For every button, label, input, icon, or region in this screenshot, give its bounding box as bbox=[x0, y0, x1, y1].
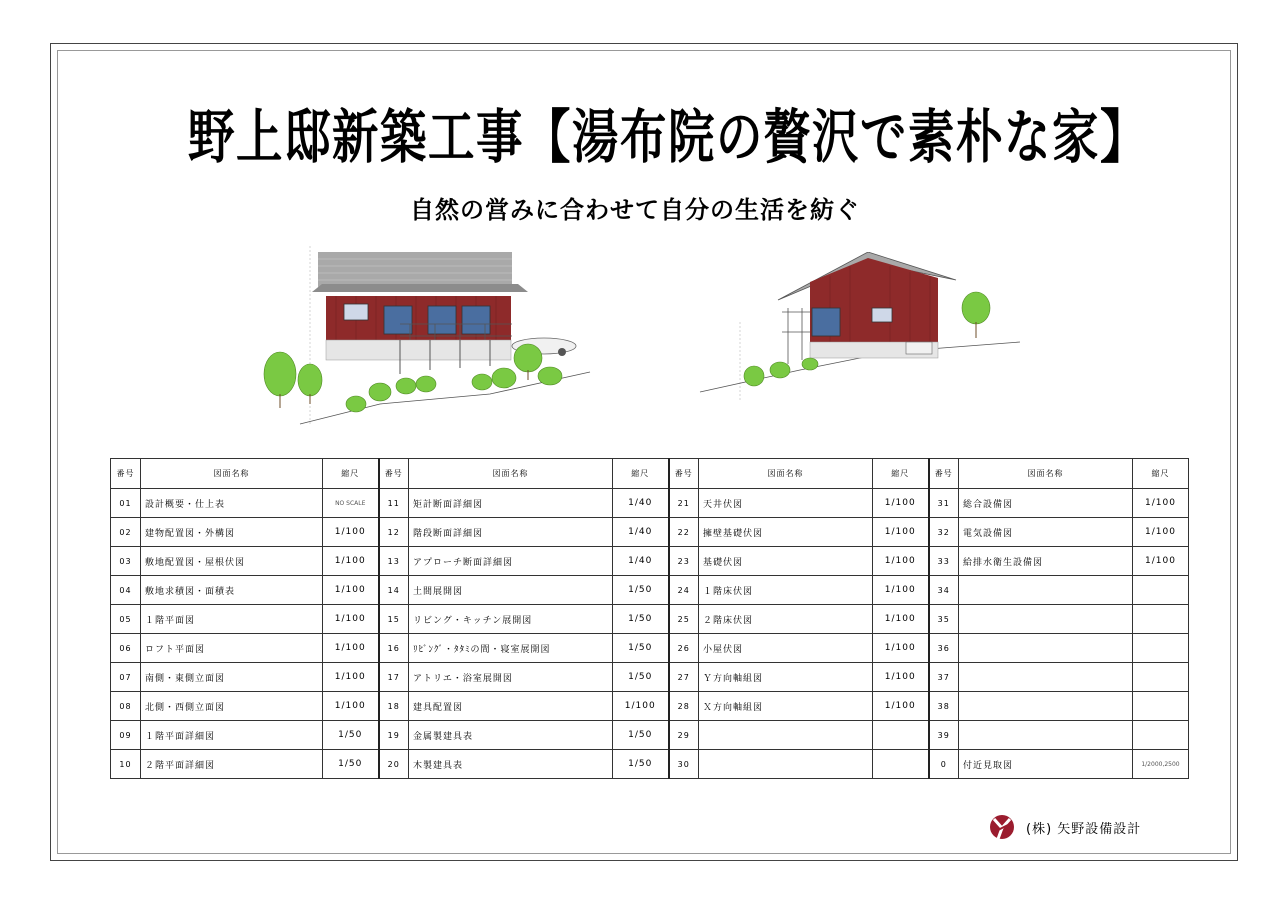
drawing-scale: 1/100 bbox=[873, 576, 929, 605]
drawing-scale bbox=[1133, 634, 1189, 663]
drawing-scale: 1/50 bbox=[613, 634, 669, 663]
drawing-scale bbox=[873, 721, 929, 750]
drawing-scale: 1/100 bbox=[323, 634, 379, 663]
drawing-list-table bbox=[110, 458, 1189, 779]
drawing-scale: 1/100 bbox=[323, 518, 379, 547]
drawing-name: 擁壁基礎伏図 bbox=[699, 518, 873, 547]
drawing-name: 天井伏図 bbox=[699, 489, 873, 518]
drawing-name: 付近見取図 bbox=[959, 750, 1133, 779]
company-name: (株) 矢野設備設計 bbox=[1026, 821, 1142, 837]
drawing-scale: 1/100 bbox=[873, 489, 929, 518]
drawing-name: １階平面詳細図 bbox=[141, 721, 323, 750]
drawing-number: 11 bbox=[379, 489, 409, 518]
yano-logo-icon bbox=[988, 813, 1016, 841]
drawing-scale: 1/50 bbox=[613, 750, 669, 779]
drawing-scale: 1/100 bbox=[323, 605, 379, 634]
drawing-name: ２階床伏図 bbox=[699, 605, 873, 634]
drawing-scale: 1/100 bbox=[873, 692, 929, 721]
drawing-name: 小屋伏図 bbox=[699, 634, 873, 663]
drawing-scale: 1/40 bbox=[613, 489, 669, 518]
drawing-scale bbox=[1133, 576, 1189, 605]
col-header-scale: 縮尺 bbox=[1133, 459, 1189, 489]
col-header-name: 図面名称 bbox=[959, 459, 1133, 489]
drawing-number: 19 bbox=[379, 721, 409, 750]
front-elevation-drawing bbox=[260, 244, 600, 430]
drawing-number: 02 bbox=[111, 518, 141, 547]
drawing-scale: 1/50 bbox=[323, 721, 379, 750]
drawing-name: 木製建具表 bbox=[409, 750, 613, 779]
col-header-number: 番号 bbox=[669, 459, 699, 489]
drawing-name: １階平面図 bbox=[141, 605, 323, 634]
table-row bbox=[111, 750, 1189, 779]
drawing-name: 設計概要・仕上表 bbox=[141, 489, 323, 518]
drawing-number: 06 bbox=[111, 634, 141, 663]
drawing-number: 28 bbox=[669, 692, 699, 721]
drawing-scale: 1/40 bbox=[613, 518, 669, 547]
drawing-scale bbox=[1133, 663, 1189, 692]
table-row bbox=[111, 721, 1189, 750]
table-row bbox=[111, 547, 1189, 576]
drawing-number: 08 bbox=[111, 692, 141, 721]
drawing-number: 32 bbox=[929, 518, 959, 547]
drawing-number: 29 bbox=[669, 721, 699, 750]
drawing-number: 15 bbox=[379, 605, 409, 634]
drawing-name: １階床伏図 bbox=[699, 576, 873, 605]
table-row bbox=[111, 663, 1189, 692]
col-header-name: 図面名称 bbox=[699, 459, 873, 489]
drawing-number: 24 bbox=[669, 576, 699, 605]
drawing-scale: 1/100 bbox=[323, 576, 379, 605]
page-title: 野上邸新築工事【湯布院の贅沢で素朴な家】 bbox=[188, 103, 1149, 171]
table-row bbox=[111, 518, 1189, 547]
drawing-name bbox=[959, 692, 1133, 721]
table-row bbox=[111, 489, 1189, 518]
drawing-scale: 1/100 bbox=[323, 692, 379, 721]
table-row bbox=[111, 605, 1189, 634]
drawing-scale bbox=[1133, 721, 1189, 750]
drawing-number: 36 bbox=[929, 634, 959, 663]
drawing-number: 16 bbox=[379, 634, 409, 663]
drawing-name: 南側・東側立面図 bbox=[141, 663, 323, 692]
drawing-scale: 1/100 bbox=[873, 605, 929, 634]
drawing-name bbox=[699, 721, 873, 750]
drawing-name bbox=[699, 750, 873, 779]
drawing-name: 金属製建具表 bbox=[409, 721, 613, 750]
drawing-number: 01 bbox=[111, 489, 141, 518]
col-header-name: 図面名称 bbox=[141, 459, 323, 489]
drawing-scale bbox=[873, 750, 929, 779]
drawing-number: 05 bbox=[111, 605, 141, 634]
drawing-name: 電気設備図 bbox=[959, 518, 1133, 547]
drawing-name: 給排水衛生設備図 bbox=[959, 547, 1133, 576]
drawing-name: アトリエ・浴室展開図 bbox=[409, 663, 613, 692]
drawing-number: 26 bbox=[669, 634, 699, 663]
drawing-name bbox=[959, 634, 1133, 663]
drawing-scale bbox=[1133, 605, 1189, 634]
drawing-number: 07 bbox=[111, 663, 141, 692]
drawing-name: アプローチ断面詳細図 bbox=[409, 547, 613, 576]
drawing-name: リビング・キッチン展開図 bbox=[409, 605, 613, 634]
drawing-name: 矩計断面詳細図 bbox=[409, 489, 613, 518]
drawing-scale: 1/100 bbox=[1133, 518, 1189, 547]
table-row bbox=[111, 692, 1189, 721]
drawing-number: 25 bbox=[669, 605, 699, 634]
drawing-scale: 1/50 bbox=[613, 663, 669, 692]
drawing-scale: 1/100 bbox=[873, 663, 929, 692]
drawing-number: 13 bbox=[379, 547, 409, 576]
drawing-scale bbox=[1133, 692, 1189, 721]
drawing-name bbox=[959, 605, 1133, 634]
drawing-number: 27 bbox=[669, 663, 699, 692]
page-subtitle: 自然の営みに合わせて自分の生活を紡ぐ bbox=[410, 196, 860, 224]
drawing-name: ﾘﾋﾞﾝｸﾞ・ﾀﾀﾐの間・寝室展開図 bbox=[409, 634, 613, 663]
drawing-number: 21 bbox=[669, 489, 699, 518]
drawing-name: 基礎伏図 bbox=[699, 547, 873, 576]
col-header-scale: 縮尺 bbox=[613, 459, 669, 489]
col-header-number: 番号 bbox=[111, 459, 141, 489]
drawing-scale: 1/100 bbox=[323, 663, 379, 692]
drawing-scale: 1/100 bbox=[1133, 489, 1189, 518]
col-header-number: 番号 bbox=[929, 459, 959, 489]
drawing-number: 39 bbox=[929, 721, 959, 750]
drawing-name bbox=[959, 721, 1133, 750]
col-header-scale: 縮尺 bbox=[873, 459, 929, 489]
drawing-number: 18 bbox=[379, 692, 409, 721]
drawing-name bbox=[959, 576, 1133, 605]
drawing-name: 階段断面詳細図 bbox=[409, 518, 613, 547]
drawing-name: 敷地配置図・屋根伏図 bbox=[141, 547, 323, 576]
drawing-name: 北側・西側立面図 bbox=[141, 692, 323, 721]
drawing-number: 10 bbox=[111, 750, 141, 779]
drawing-number: 23 bbox=[669, 547, 699, 576]
drawing-scale: 1/2000,2500 bbox=[1133, 750, 1189, 779]
drawing-number: 12 bbox=[379, 518, 409, 547]
drawing-scale: 1/100 bbox=[873, 547, 929, 576]
drawing-number: 38 bbox=[929, 692, 959, 721]
drawing-scale: 1/50 bbox=[613, 605, 669, 634]
drawing-scale: NO SCALE bbox=[323, 489, 379, 518]
table-row bbox=[111, 576, 1189, 605]
drawing-number: 31 bbox=[929, 489, 959, 518]
col-header-name: 図面名称 bbox=[409, 459, 613, 489]
drawing-name: 土間展開図 bbox=[409, 576, 613, 605]
side-elevation-drawing bbox=[690, 252, 1030, 402]
drawing-scale: 1/50 bbox=[323, 750, 379, 779]
drawing-name: 建具配置図 bbox=[409, 692, 613, 721]
drawing-number: 04 bbox=[111, 576, 141, 605]
table-header-row bbox=[111, 459, 1189, 489]
drawing-scale: 1/100 bbox=[323, 547, 379, 576]
drawing-number: 34 bbox=[929, 576, 959, 605]
table-body bbox=[111, 489, 1189, 779]
drawing-name: ２階平面詳細図 bbox=[141, 750, 323, 779]
drawing-number: 35 bbox=[929, 605, 959, 634]
drawing-number: 22 bbox=[669, 518, 699, 547]
drawing-number: 37 bbox=[929, 663, 959, 692]
col-header-scale: 縮尺 bbox=[323, 459, 379, 489]
drawing-scale: 1/100 bbox=[873, 518, 929, 547]
drawing-name: 敷地求積図・面積表 bbox=[141, 576, 323, 605]
drawing-scale: 1/100 bbox=[613, 692, 669, 721]
drawing-number: 20 bbox=[379, 750, 409, 779]
drawing-number: 03 bbox=[111, 547, 141, 576]
drawing-name: Ｘ方向軸組図 bbox=[699, 692, 873, 721]
drawing-name: 建物配置図・外構図 bbox=[141, 518, 323, 547]
drawing-scale: 1/100 bbox=[873, 634, 929, 663]
drawing-name bbox=[959, 663, 1133, 692]
drawing-number: 14 bbox=[379, 576, 409, 605]
drawing-scale: 1/50 bbox=[613, 576, 669, 605]
drawing-scale: 1/100 bbox=[1133, 547, 1189, 576]
table-row bbox=[111, 634, 1189, 663]
drawing-number: 09 bbox=[111, 721, 141, 750]
drawing-number: 30 bbox=[669, 750, 699, 779]
drawing-scale: 1/50 bbox=[613, 721, 669, 750]
drawing-number: 33 bbox=[929, 547, 959, 576]
company-block bbox=[988, 811, 1141, 843]
drawing-number: 17 bbox=[379, 663, 409, 692]
col-header-number: 番号 bbox=[379, 459, 409, 489]
drawing-name: 総合設備図 bbox=[959, 489, 1133, 518]
drawing-name: Ｙ方向軸組図 bbox=[699, 663, 873, 692]
drawing-scale: 1/40 bbox=[613, 547, 669, 576]
drawing-name: ロフト平面図 bbox=[141, 634, 323, 663]
drawing-number: 0 bbox=[929, 750, 959, 779]
